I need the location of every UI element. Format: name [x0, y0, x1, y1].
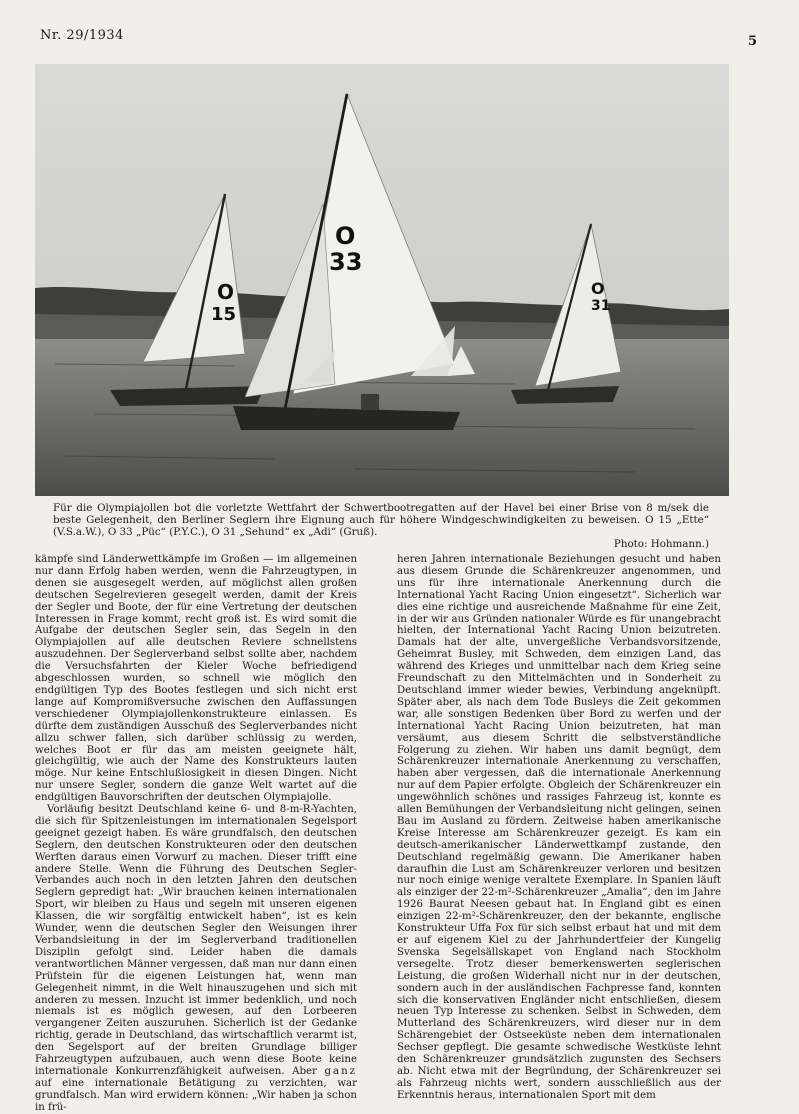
article-column-right — [397, 554, 721, 1102]
article-paragraph: heren Jahren internationale Beziehungen gesucht und haben aus diesem Grunde die Schärenkreuzer angenommen, und uns für ihre internationale Anerkennung durch die International Yacht Racing Union eingesetzt“. Sicherlich war dies eine richtige und ausreichende Maßnahme für eine Zeit, in der wir aus Gründen nationaler Würde es für unangebracht hielten, der International Yacht Racing Union beizutreten. Damals hat der alte, unvergeßliche Verbandsvorsitzende, Geheimrat Busley, mit Schweden, dem einzigen Land, das während des Krieges und unmittelbar nach dem Krieg seine Freundschaft zu den Mittelmächten und in Sonderheit zu Deutschland immer wieder bewies, Verbindung angeknüpft. Später aber, als nach dem Tode Busleys die Zeit gekommen war, alle sonstigen Bedenken über Bord zu werfen und der International Yacht Racing Union beizutreten, hat man versäumt, aus diesem Schritt die selbstverständliche Folgerung zu ziehen. Wir haben uns damit begnügt, dem Schärenkreuzer internationale Anerkennung zu verschaffen, haben aber vergessen, daß die internationale Anerkennung nur auf dem Papier erfolgte. Obgleich der Schärenkreuzer ein ungewöhnlich schönes und rassiges Fahrzeug ist, konnte es allen Bemühungen der Verbandsleitung nicht gelingen, seinen Bau im Ausland zu fördern. Zeitweise haben amerikanische Kreise Interesse am Schärenkreuzer gezeigt. Es kam ein deutsch-amerikanischer Länderwettkampf zustande, den Deutschland regelmäßig gewann. Die Amerikaner haben daraufhin die Lust am Schärenkreuzer verloren und besitzen nur noch einige wenige veraltete Exemplare. In Spanien läuft als einziger der 22-m²-Schärenkreuzer „Amalia“, den im Jahre 1926 Baurat Neesen gebaut hat. In England gibt es einen einzigen 22-m²-Schärenkreuzer, den der bekannte, englische Konstrukteur Uffa Fox für sich selbst erbaut hat und mit dem er auf eigenem Kiel zu der Jahrhundertfeier der Kungelig Svenska Segelsällskapet von England nach Stockholm versegelte. Trotz dieser bemerkenswerten seglerischen Leistung, die großen Widerhall nicht nur in der deutschen, sondern auch in der ausländischen Fachpresse fand, konnten sich die konservativen Engländer nicht entschließen, diesem neuen Typ Interesse zu schenken. Selbst in Schweden, dem Mutterland des Schärenkreuzers, wird dieser nur in dem Schärengebiet der Ostseeküste neben dem internationalen Sechser gepflegt. Die gesamte schwedische Westküste lehnt den Schärenkreuzer grundsätzlich zugunsten des Sechsers ab. Nicht etwa mit der Begründung, der Schärenkreuzer sei als Fahrzeug nichts wert, sondern ausschließlich aus der Erkenntnis heraus, internationalen Sport mit dem — [397, 554, 721, 1101]
article-paragraph: kämpfe sind Länderwettkämpfe im Großen — im allgemeinen nur dann Erfolg haben werden, wenn die Fahrzeugtypen, in denen sie ausgesegelt werden, auf möglichst allen großen deutschen Segelrevieren gesegelt werden, damit der Kreis der Segler und Boote, der für eine Vertretung der deutschen Interessen in Frage kommt, recht groß ist. Es wird somit die Aufgabe der deutschen Segler sein, das Segeln in den Olympiajollen auf alle deutschen Reviere schnellstens auszudehnen. Der Seglerverband selbst sollte aber, nachdem die Versuchsfahrten der Kieler Woche befriedigend abgeschlossen wurden, so schnell wie möglich den endgültigen Typ des Bootes festlegen und sich nicht erst lange auf Kompromißversuche zwischen den Auffassungen verschiedener Olympiajollenkonstrukteure einlassen. Es dürfte dem zuständigen Ausschuß des Seglerverbandes nicht allzu schwer fallen, sich darüber schlüssig zu werden, welches Boot er für das am meisten geeignete hält, gleichgültig, wie auch der Name des Konstrukteurs lauten möge. Nur keine Entschlußlosigkeit in diesen Dingen. Nicht nur unsere Segler, sondern die ganze Welt wartet auf die endgültigen Bauvorschriften der deutschen Olympiajolle. — [35, 554, 357, 804]
article-text: auf eine internationale Betätigung zu verzichten, war grundfalsch. Man wird erwidern können: „Wir haben ja schon in frü- — [35, 1077, 357, 1113]
issue-number: Nr. 29/1934 — [40, 28, 124, 43]
sail-number-33: 33 — [329, 248, 363, 276]
emphasis-text: ganz — [324, 1065, 357, 1077]
sail-class-letter: O — [591, 279, 605, 298]
sailboat-icon — [35, 64, 729, 496]
sail-number-15: 15 — [211, 304, 237, 325]
caption-text: Für die Olympiajollen bot die vorletzte Wettfahrt der Schwertbootregatten auf der Havel bei einer Brise von 8 m/sek die beste Gelegenheit, den Berliner Seglern ihre Eignung auch für höhere Windgeschwindigkeiten zu beweisen. O 15 „Ette“ (V.S.a.W.), O 33 „Püc“ (P.Y.C.), O 31 „Sehund“ ex „Adi“ (Gruß). — [53, 502, 709, 538]
sail-class-letter: O — [217, 280, 235, 304]
article-paragraph — [35, 804, 357, 1114]
page-number: 5 — [747, 34, 757, 49]
sail-class-letter: O — [335, 222, 356, 250]
article-column-left — [35, 554, 357, 1114]
page-header — [40, 22, 759, 49]
article-text: Vorläufig besitzt Deutschland keine 6- und 8-m-R-Yachten, die sich für Spitzenleistungen im internationalen Segelsport geeignet gezeigt haben. Es wäre grundfalsch, den deutschen Seglern, den deutschen Konstrukteuren oder den deutschen Werften daraus einen Vorwurf zu machen. Dieser trifft eine andere Stelle. Wenn die Führung des Deutschen Segler-Verbandes auch noch in den letzten Jahren den deutschen Seglern gepredigt hat: „Wir brauchen keinen internationalen Sport, wir bleiben zu Haus und segeln mit unseren eigenen Klassen, die wir sorgfältig entwickelt haben“, ist es kein Wunder, wenn die deutschen Segler den Weisungen ihrer Verbandsleitung in der im Seglerverband traditionellen Disziplin gefolgt sind. Leider haben die damals verantwortlichen Männer vergessen, daß man nur dann einen Prüfstein für die eigenen Leistungen hat, wenn man Gelegenheit nimmt, in die Welt hinauszugehen und sich mit anderen zu messen. Inzucht ist immer bedenklich, und noch niemals ist es möglich gewesen, auf den Lorbeeren vergangener Zeiten auszuruhen. Sicherlich ist der Gedanke richtig, gerade in Deutschland, das wirtschaftlich verarmt ist, den Segelsport auf der breiten Grundlage billiger Fahrzeugtypen aufzubauen, auch wenn diese Boote keine internationale Konkurrenzfähigkeit aufweisen. Aber — [35, 804, 357, 1077]
sail-number-31: 31 — [591, 298, 611, 314]
regatta-photo — [35, 64, 729, 496]
photo-credit: Photo: Hohmann.) — [613, 538, 709, 550]
photo-caption — [53, 502, 709, 550]
